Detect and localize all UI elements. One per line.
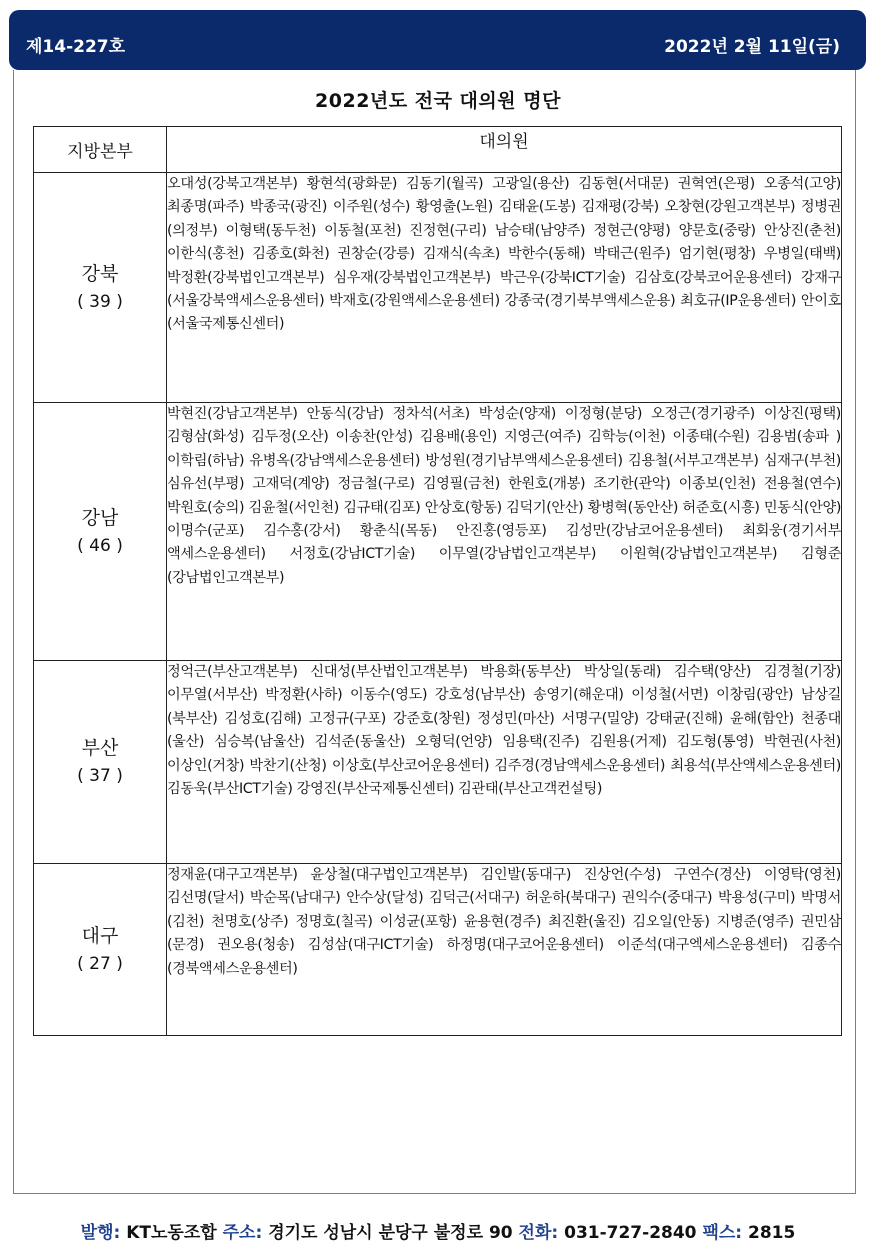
publisher-name: KT노동조합 xyxy=(126,1223,217,1243)
delegate-roster-table xyxy=(33,126,842,1036)
address-value: 경기도 성남시 분당구 불정로 90 xyxy=(268,1223,513,1243)
region-cell xyxy=(34,403,167,661)
region-cell xyxy=(34,661,167,864)
table-row xyxy=(34,864,842,1036)
region-cell xyxy=(34,864,167,1036)
phone-label: 전화: xyxy=(518,1223,559,1243)
delegate-list: 오대성(강북고객본부) 황현석(광화문) 김동기(월곡) 고광일(용산) 김동현(서대문) 권혁연(은평) 오종석(고양) 최종명(파주) 박종국(광진) 이주원(성수) 황영출(노원) 김태윤(도봉) 김재평(강북) 오창현(강원고객본부) 정병권(의정부) 이형택(동두천) 이동철(포천) 진정현(구리) 남승태(남양주) 정현근(양평) 양문호(중랑) 안상진(춘천) 이한식(홍천) 김종호(화천) 권창순(강릉) 김재식(속초) 박한수(동해) 박태근(원주) 엄기현(평창) 우병일(태백) 박정환(강북법인고객본부) 심우재(강북법인고객본부) 박근우(강북ICT기술) 김삼호(강북코어운용센터) 강재구(서울강북액세스운용센터) 박재호(강원액세스운용센터) 강종국(경기북부액세스운용) 최호규(IP운용센터) 안이호(서울국제통신센터) xyxy=(167,173,842,403)
fax-number: 2815 xyxy=(748,1223,796,1243)
issue-number: 제14-227호 xyxy=(26,37,126,57)
table-row xyxy=(34,173,842,403)
region-name: 대구 xyxy=(81,924,119,947)
region-name: 부산 xyxy=(81,737,119,759)
delegate-count: ( 37 ) xyxy=(77,766,123,786)
phone-number: 031-727-2840 xyxy=(564,1223,697,1243)
delegate-list: 정억근(부산고객본부) 신대성(부산법인고객본부) 박용화(동부산) 박상일(동래) 김수택(양산) 김경철(기장) 이무열(서부산) 박정환(사하) 이동수(영도) 강호성(남부산) 송영기(해운대) 이성철(서면) 이창림(광안) 남상길(북부산) 김성호(김해) 고정규(구포) 강준호(창원) 정성민(마산) 서명구(밀양) 강태균(진해) 윤해(함안) 천종대(울산) 심승복(남울산) 김석준(동울산) 오형덕(언양) 임용택(진주) 김원용(거제) 김도형(통영) 박현권(사천) 이상인(거창) 박찬기(산청) 이상호(부산코어운용센터) 김주경(경남액세스운용센터) 최용석(부산액세스운용센터) 김동욱(부산ICT기술) 강영진(부산국제통신센터) 김관태(부산고객컨설팅) xyxy=(167,661,842,864)
table-row xyxy=(34,661,842,864)
address-label: 주소: xyxy=(222,1223,263,1243)
delegate-list: 정재윤(대구고객본부) 윤상철(대구법인고객본부) 김인발(동대구) 진상언(수성) 구연수(경산) 이영탁(영천) 김선명(달서) 박순목(남대구) 안수상(달성) 김덕근(서대구) 허운하(북대구) 권익수(중대구) 박용성(구미) 박명서(김천) 천명호(상주) 정명호(칠곡) 이성균(포항) 윤용현(경주) 최진환(울진) 김오일(안동) 지병준(영주) 권민삼(문경) 권오용(청송) 김성삼(대구ICT기술) 하정명(대구코어운용센터) 이준석(대구엑세스운용센터) 김종수(경북액세스운용센터) xyxy=(167,864,842,1036)
delegate-list: 박현진(강남고객본부) 안동식(강남) 정차석(서초) 박성순(양재) 이정형(분당) 오정근(경기광주) 이상진(평택) 김형삼(화성) 김두정(오산) 이송찬(안성) 김용배(용인) 지영근(여주) 김학능(이천) 이종태(수원) 김용범(송파 ) 이학림(하남) 유병옥(강남액세스운용센터) 방성원(경기남부액세스운용센터) 김용철(서부고객본부) 심재구(부천) 심유선(부평) 고재덕(계양) 정금철(구로) 김영필(금천) 한원호(개봉) 조기한(관악) 이종보(인천) 전용철(연수) 박원호(숭의) 김윤철(서인천) 김규태(김포) 안상호(항동) 김덕기(안산) 황병혁(동안산) 허준호(시흥) 민동식(안양) 이명수(군포) 김수홍(강서) 황춘식(목동) 안진홍(영등포) 김성만(강남코어운용센터) 최회웅(경기서부 액세스운용센터) 서정호(강남ICT기술) 이무열(강남법인고객본부) 이원혁(강남법인고객본부) 김형준(강남법인고객본부) xyxy=(167,403,842,661)
delegate-count: ( 27 ) xyxy=(77,953,123,974)
region-name: 강북 xyxy=(81,262,119,285)
publisher-footer xyxy=(0,1218,876,1243)
table-row xyxy=(34,403,842,661)
table-header-row xyxy=(34,127,842,173)
issue-date: 2022년 2월 11일(금) xyxy=(664,37,840,57)
publisher-label: 발행: xyxy=(80,1223,121,1243)
delegate-count: ( 39 ) xyxy=(77,291,123,312)
region-name: 강남 xyxy=(81,506,119,529)
fax-label: 팩스: xyxy=(702,1223,743,1243)
column-header-delegates: 대의원 xyxy=(167,127,842,173)
page-title: 2022년도 전국 대의원 명단 xyxy=(315,90,561,112)
delegate-count: ( 46 ) xyxy=(77,535,123,556)
newsletter-header-bar xyxy=(9,10,866,70)
region-cell xyxy=(34,173,167,403)
column-header-region: 지방본부 xyxy=(34,127,167,173)
